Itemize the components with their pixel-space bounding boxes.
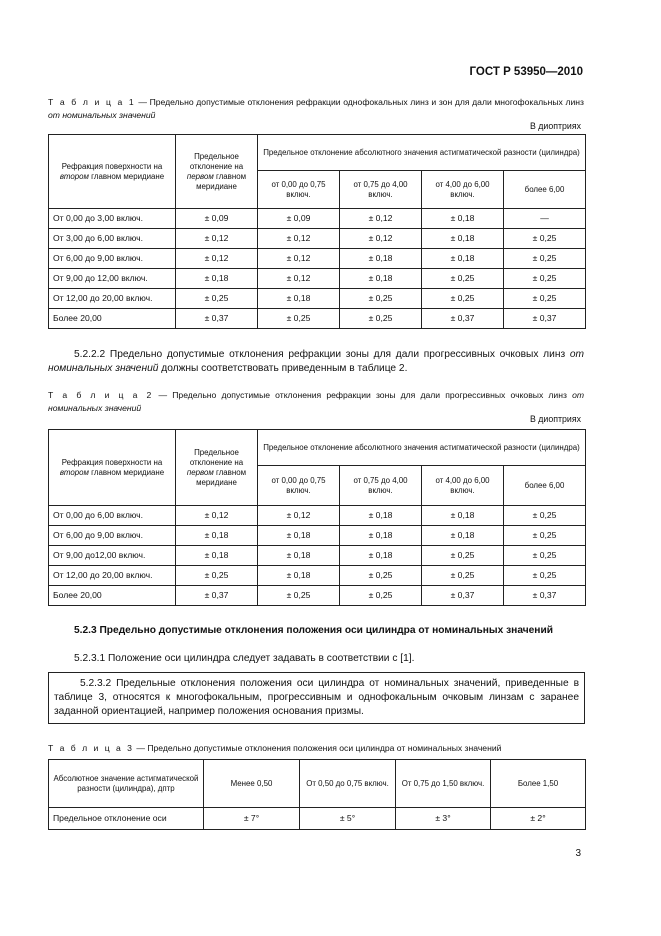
table3-header: Более 1,50 — [491, 760, 586, 808]
table-row: От 6,00 до 9,00 включ. ± 0,18 ± 0,18 ± 0,18 ± 0,18 ± 0,25 — [49, 526, 586, 546]
table2-units: В диоптриях — [529, 414, 581, 424]
table1-units: В диоптриях — [529, 121, 581, 131]
table3-header: Абсолютное значение астигматической разности (цилиндра), дптр — [49, 760, 204, 808]
table-row: От 12,00 до 20,00 включ. ± 0,25 ± 0,18 ± 0,25 ± 0,25 ± 0,25 — [49, 566, 586, 586]
table2-col1-header: Рефракция поверхности на втором главном меридиане — [49, 430, 176, 506]
table2-group-header: Предельное отклонение абсолютного значения астигматической разности (цилиндра) — [258, 430, 586, 466]
section-5-2-3-heading: 5.2.3 Предельно допустимые отклонения положения оси цилиндра от номинальных значений — [74, 625, 553, 636]
table-row: Более 20,00 ± 0,37 ± 0,25 ± 0,25 ± 0,37 ± 0,37 — [49, 586, 586, 606]
page-number: 3 — [575, 848, 581, 859]
table3-header: От 0,50 до 0,75 включ. — [300, 760, 396, 808]
table-row: От 9,00 до12,00 включ. ± 0,18 ± 0,18 ± 0,18 ± 0,25 ± 0,25 — [49, 546, 586, 566]
table2 — [48, 429, 586, 606]
table1-col2-header: Предельное отклонение на первом главном меридиане — [176, 135, 258, 209]
table3-caption: Т а б л и ц а 3 — Предельно допустимые отклонения положения оси цилиндра от номинальных значений — [48, 743, 502, 753]
table1 — [48, 134, 586, 329]
table3-header: От 0,75 до 1,50 включ. — [396, 760, 491, 808]
table1-subheader: более 6,00 — [504, 171, 586, 209]
table2-subheader: от 4,00 до 6,00 включ. — [422, 466, 504, 506]
paragraph-5-2-2-2: 5.2.2.2 Предельно допустимые отклонения рефракции зоны для дали прогрессивных очковых линз от номинальных значений должны соответствовать приведенным в таблице 2. — [48, 349, 584, 374]
table-row: От 9,00 до 12,00 включ. ± 0,18 ± 0,12 ± 0,18 ± 0,25 ± 0,25 — [49, 269, 586, 289]
table1-group-header: Предельное отклонение абсолютного значения астигматической разности (цилиндра) — [258, 135, 586, 171]
paragraph-5-2-3-1: 5.2.3.1 Положение оси цилиндра следует задавать в соответствии с [1]. — [74, 653, 415, 664]
table-row: От 3,00 до 6,00 включ. ± 0,12 ± 0,12 ± 0,12 ± 0,18 ± 0,25 — [49, 229, 586, 249]
table1-caption: Т а б л и ц а 1 — Предельно допустимые отклонения рефракции однофокальных линз и зон для дали многофокальных линз от номинальных значений — [48, 97, 584, 120]
table2-caption: Т а б л и ц а 2 — Предельно допустимые отклонения рефракции зоны для дали прогрессивных очковых линз от номинальных значений — [48, 390, 585, 413]
table2-subheader: более 6,00 — [504, 466, 586, 506]
table-row: Более 20,00 ± 0,37 ± 0,25 ± 0,25 ± 0,37 ± 0,37 — [49, 309, 586, 329]
table-row: От 6,00 до 9,00 включ. ± 0,12 ± 0,12 ± 0,18 ± 0,18 ± 0,25 — [49, 249, 586, 269]
table-row: От 0,00 до 6,00 включ. ± 0,12 ± 0,12 ± 0,18 ± 0,18 ± 0,25 — [49, 506, 586, 526]
table3 — [48, 759, 586, 830]
table1-subheader: от 0,75 до 4,00 включ. — [340, 171, 422, 209]
table1-subheader: от 4,00 до 6,00 включ. — [422, 171, 504, 209]
paragraph-5-2-3-2-box: 5.2.3.2 Предельные отклонения положения оси цилиндра от номинальных значений, приведенные в таблице 3, относятся к многофокальным, прогрессивным и однофокальным очковым линзам с заранее заданной ориентацией, например положения основания призмы. — [48, 672, 585, 724]
standard-header: ГОСТ Р 53950—2010 — [469, 66, 583, 78]
table2-subheader: от 0,00 до 0,75 включ. — [258, 466, 340, 506]
table-row: От 12,00 до 20,00 включ. ± 0,25 ± 0,18 ± 0,25 ± 0,25 ± 0,25 — [49, 289, 586, 309]
table1-col1-header: Рефракция поверхности на втором главном меридиане — [49, 135, 176, 209]
table1-subheader: от 0,00 до 0,75 включ. — [258, 171, 340, 209]
table-row: От 0,00 до 3,00 включ. ± 0,09 ± 0,09 ± 0,12 ± 0,18 — — [49, 209, 586, 229]
table3-header: Менее 0,50 — [204, 760, 300, 808]
table-row: Предельное отклонение оси ± 7° ± 5° ± 3° ± 2° — [49, 808, 586, 830]
table2-col2-header: Предельное отклонение на первом главном меридиане — [176, 430, 258, 506]
table2-subheader: от 0,75 до 4,00 включ. — [340, 466, 422, 506]
